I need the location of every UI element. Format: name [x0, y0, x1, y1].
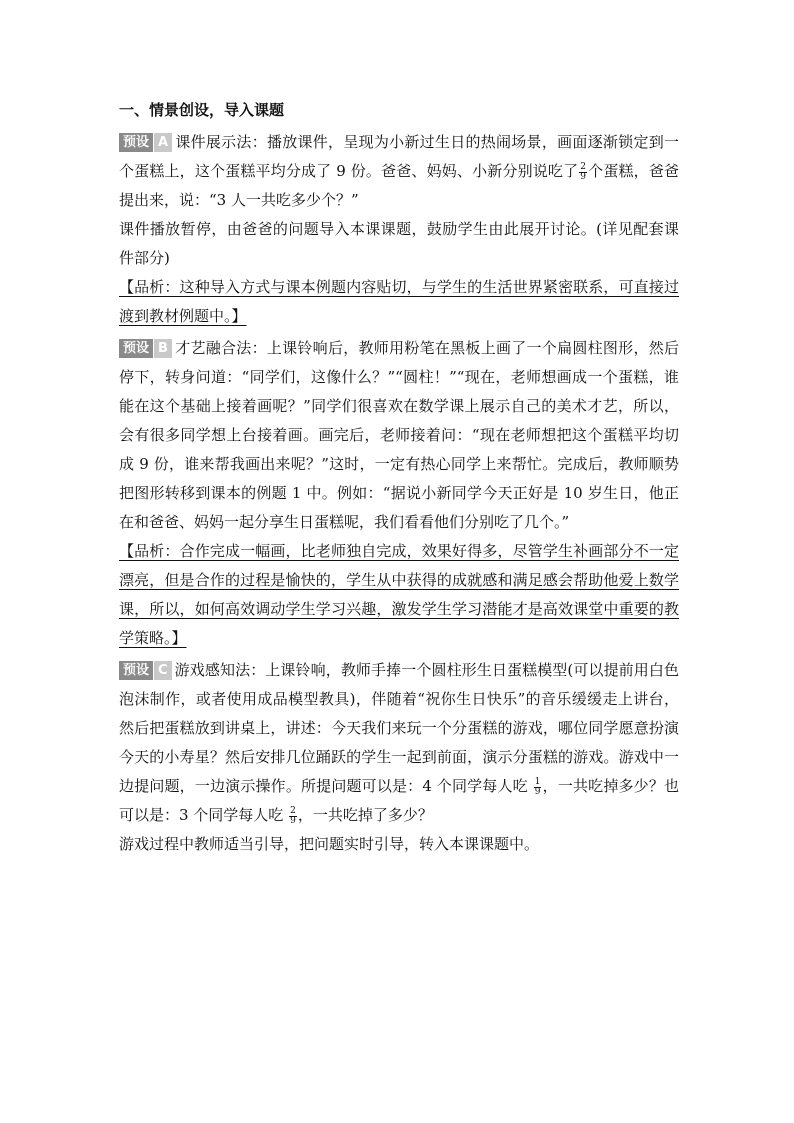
preset-block-c	[119, 656, 679, 859]
fraction	[579, 163, 587, 182]
fraction-denominator: 9	[290, 815, 296, 826]
preset-a-text-end: 个蛋糕，爸爸提出来，说：“3 人一共吃多少个？”	[119, 162, 679, 209]
fraction-denominator: 9	[580, 171, 586, 182]
preset-block-a	[119, 128, 679, 331]
preset-block-b	[119, 334, 679, 653]
preset-a-text: 课件展示法：播放课件，呈现为小新过生日的热闹场景，画面逐渐锁定到一个蛋糕上，这个蛋糕平均分成了 9 份。爸爸、妈妈、小新分别说吃了	[119, 133, 679, 180]
preset-label: 预设	[119, 661, 153, 680]
preset-tag-c	[119, 661, 172, 680]
preset-a-paragraph-2: 课件播放暂停，由爸爸的问题导入本课课题，鼓励学生由此展开讨论。(详见配套课件部分)	[119, 220, 679, 267]
analysis-a: 【品析：这种导入方式与课本例题内容贴切，与学生的生活世界紧密联系，可直接过渡到教材例题中。】	[119, 278, 679, 325]
preset-c-paragraph	[119, 656, 679, 830]
preset-c-text-mid: ，一共吃掉多少？也可以是：3 个同学每人吃	[119, 777, 679, 824]
preset-label: 预设	[119, 133, 153, 152]
preset-c-text-end: ，一共吃掉了多少？	[297, 806, 433, 824]
preset-letter: A	[154, 133, 172, 152]
preset-tag-b	[119, 339, 172, 358]
preset-label: 预设	[119, 339, 153, 358]
preset-a-paragraph	[119, 128, 679, 215]
preset-letter: C	[154, 661, 172, 680]
document-page	[119, 96, 679, 862]
section-heading: 一、情景创设，导入课题	[119, 101, 285, 119]
preset-b-text: 才艺融合法：上课铃响后，教师用粉笔在黑板上画了一个扁圆柱图形，然后停下，转身问道：“同学们，这像什么？”“圆柱！”“现在，老师想画成一个蛋糕，谁能在这个基础上接着画呢？”同学们很喜欢在数学课上展示自己的美术才艺，所以，会有很多同学想上台接着画。画完后，老师接着问：“现在老师想把这个蛋糕平均切成 9 份，谁来帮我画出来呢？”这时，一定有热心同学上来帮忙。完成后，教师顺势把图形转移到课本的例题 1 中。例如：“据说小新同学今天正好是 10 岁生日，他正在和爸爸、妈妈一起分享生日蛋糕呢，我们看看他们分别吃了几个。”	[119, 339, 679, 531]
fraction-denominator: 9	[534, 786, 541, 797]
preset-letter: B	[154, 339, 172, 358]
fraction	[534, 778, 542, 797]
preset-c-text: 游戏感知法：上课铃响，教师手捧一个圆柱形生日蛋糕模型(可以提前用白色泡沫制作，或者使用成品模型教具)，伴随着“祝你生日快乐”的音乐缓缓走上讲台，然后把蛋糕放到讲桌上，讲述：今天我们来玩一个分蛋糕的游戏，哪位同学愿意扮演今天的小寿星？然后安排几位踊跃的学生一起到前面，演示分蛋糕的游戏。游戏中一边提问题，一边演示操作。所提问题可以是：4 个同学每人吃	[119, 661, 679, 795]
fraction-numerator: 1	[534, 776, 541, 787]
analysis-b: 【品析：合作完成一幅画，比老师独自完成，效果好得多，尽管学生补画部分不一定漂亮，但是合作的过程是愉快的，学生从中获得的成就感和满足感会帮助他爱上数学课，所以，如何高效调动学生学习兴趣，激发学生学习潜能才是高效课堂中重要的教学策略。】	[119, 542, 679, 647]
preset-c-paragraph-2: 游戏过程中教师适当引导，把问题实时引导，转入本课课题中。	[119, 835, 540, 853]
preset-tag-a	[119, 133, 172, 152]
fraction-numerator: 2	[290, 805, 296, 816]
fraction	[289, 807, 297, 826]
fraction-numerator: 2	[580, 161, 586, 172]
preset-b-paragraph	[119, 334, 679, 537]
